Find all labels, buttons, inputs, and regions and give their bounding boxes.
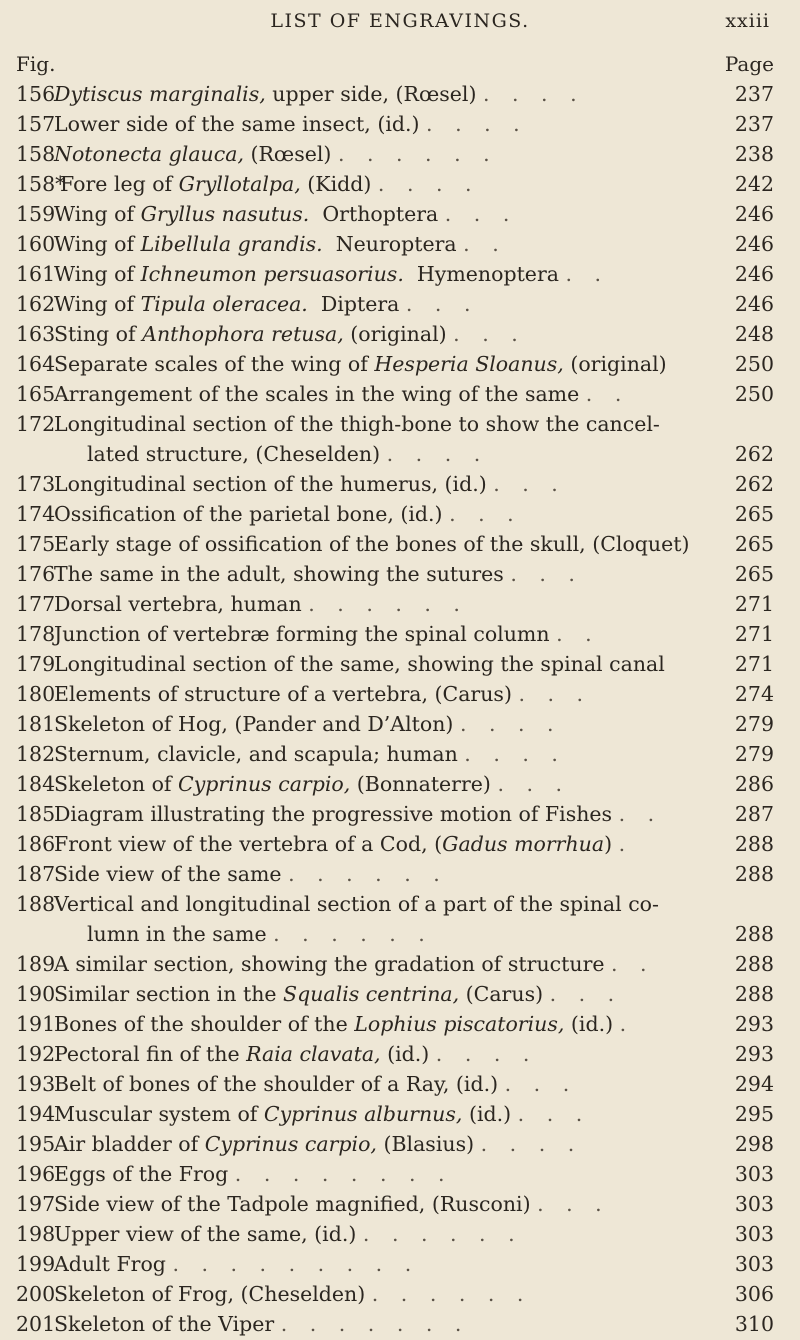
figure-number: 162: [16, 292, 56, 316]
leader-dots: . . . . . .: [288, 862, 448, 886]
figure-number: 192: [16, 1042, 56, 1066]
page-number: 303: [734, 1252, 774, 1276]
figure-number: 185: [16, 802, 56, 826]
leader-dots: . . .: [549, 982, 623, 1006]
engraving-title: Longitudinal section of the humerus, (id.) . . .: [54, 472, 566, 496]
engraving-title: Skeleton of Cyprinus carpio, (Bonnaterre) . . .: [54, 772, 571, 796]
figure-number: 196: [16, 1162, 56, 1186]
page-number: 237: [734, 82, 774, 106]
page-number: 237: [734, 112, 774, 136]
page-number: 279: [734, 712, 774, 736]
figure-number: 188: [16, 892, 56, 916]
page-number: 271: [734, 652, 774, 676]
leader-dots: . . . .: [386, 442, 489, 466]
figure-number: 164: [16, 352, 56, 376]
engraving-title: Early stage of ossification of the bones of the skull, (Cloquet): [54, 532, 690, 556]
list-item: [0, 470, 800, 500]
leader-dots: . . . .: [459, 712, 562, 736]
page-number: 294: [734, 1072, 774, 1096]
engraving-title-continued: lumn in the same . . . . . .: [87, 922, 433, 946]
list-item: [0, 860, 800, 890]
leader-dots: . . . .: [377, 172, 480, 196]
engraving-title: Junction of vertebræ forming the spinal column . .: [54, 622, 600, 646]
list-item: [0, 950, 800, 980]
leader-dots: . . . .: [426, 112, 528, 136]
column-headings: [0, 52, 800, 78]
page-number: 303: [734, 1222, 774, 1246]
figure-number: 189: [16, 952, 56, 976]
page-number: 295: [734, 1102, 774, 1126]
leader-dots: .: [618, 832, 634, 856]
engraving-title: Side view of the same . . . . . .: [54, 862, 448, 886]
engraving-title: Sternum, clavicle, and scapula; human . . . .: [54, 742, 566, 766]
list-item: [0, 1160, 800, 1190]
page-number: 298: [734, 1132, 774, 1156]
list-item: [0, 1130, 800, 1160]
engraving-title: Eggs of the Frog . . . . . . . .: [54, 1162, 453, 1186]
page-number: 293: [734, 1012, 774, 1036]
list-item: [0, 1190, 800, 1220]
list-item: [0, 710, 800, 740]
page-number: 288: [734, 922, 774, 946]
page-number: 286: [734, 772, 774, 796]
figure-number: 201: [16, 1312, 56, 1336]
list-item: [0, 1010, 800, 1040]
figure-number: 181: [16, 712, 56, 736]
engraving-title: Diagram illustrating the progressive motion of Fishes . .: [54, 802, 663, 826]
engraving-title: Pectoral fin of the Raia clavata, (id.) . . . .: [54, 1042, 538, 1066]
engraving-title: Vertical and longitudinal section of a part of the spinal co-: [54, 892, 659, 916]
figure-number: 186: [16, 832, 56, 856]
page-number: 248: [734, 322, 774, 346]
leader-dots: . . .: [518, 682, 592, 706]
figure-number: 156: [16, 82, 56, 106]
list-item: [0, 530, 800, 560]
engraving-title: Front view of the vertebra of a Cod, (Gadus morrhua) .: [54, 832, 634, 856]
leader-dots: . . .: [444, 202, 518, 226]
figure-number: 193: [16, 1072, 56, 1096]
leader-dots: . . .: [405, 292, 479, 316]
engraving-title: Ossification of the parietal bone, (id.) . . .: [54, 502, 522, 526]
list-item: [0, 410, 800, 470]
list-item: [0, 1280, 800, 1310]
leader-dots: . . .: [504, 1072, 578, 1096]
figure-number: 160: [16, 232, 56, 256]
figure-number: 174: [16, 502, 56, 526]
leader-dots: . . .: [537, 1192, 610, 1216]
figure-number: 178: [16, 622, 56, 646]
page-number: 262: [734, 442, 774, 466]
page-number: 262: [734, 472, 774, 496]
engraving-title: Dytiscus marginalis, upper side, (Rœsel) . . . .: [54, 82, 585, 106]
page-number: 288: [734, 862, 774, 886]
leader-dots: . . . . . .: [337, 142, 498, 166]
figure-number: 187: [16, 862, 56, 886]
list-item: [0, 560, 800, 590]
engraving-title-continued: lated structure, (Cheselden) . . . .: [87, 442, 489, 466]
engraving-title: Arrangement of the scales in the wing of the same . .: [54, 382, 630, 406]
list-item: [0, 350, 800, 380]
page-number: 250: [734, 352, 774, 376]
engraving-title: Wing of Gryllus nasutus. Orthoptera . . .: [54, 202, 518, 226]
engraving-title: Wing of Ichneumon persuasorius. Hymenoptera . .: [54, 262, 610, 286]
engraving-title: Bones of the shoulder of the Lophius piscatorius, (id.) .: [54, 1012, 635, 1036]
page-number: 303: [734, 1192, 774, 1216]
leader-dots: . . . . . . .: [280, 1312, 470, 1336]
leader-dots: . . . . . . . .: [234, 1162, 453, 1186]
figure-number: 173: [16, 472, 56, 496]
figure-number: 176: [16, 562, 56, 586]
engraving-title: Elements of structure of a vertebra, (Carus) . . .: [54, 682, 592, 706]
running-title: LIST OF ENGRAVINGS.: [270, 10, 530, 32]
figure-number: 197: [16, 1192, 56, 1216]
list-item: [0, 590, 800, 620]
page-number: 288: [734, 982, 774, 1006]
page-column-heading: Page: [724, 52, 774, 76]
page-number: 246: [734, 232, 774, 256]
page-number: 246: [734, 262, 774, 286]
list-item: [0, 80, 800, 110]
list-item: [0, 800, 800, 830]
leader-dots: . .: [463, 232, 507, 256]
figure-number: 165: [16, 382, 56, 406]
list-item: [0, 1100, 800, 1130]
list-item: [0, 830, 800, 860]
page-number: 288: [734, 832, 774, 856]
page-number: 265: [734, 562, 774, 586]
list-item: [0, 380, 800, 410]
leader-dots: . . .: [493, 472, 566, 496]
page-number: 279: [734, 742, 774, 766]
engraving-title: Side view of the Tadpole magnified, (Rusconi) . . .: [54, 1192, 610, 1216]
fig-column-heading: Fig.: [16, 52, 56, 76]
leader-dots: . .: [556, 622, 600, 646]
page-number: 250: [734, 382, 774, 406]
page-number: 242: [734, 172, 774, 196]
figure-number: 198: [16, 1222, 56, 1246]
page-number: 265: [734, 532, 774, 556]
list-item: [0, 890, 800, 950]
figure-number: 179: [16, 652, 56, 676]
figure-number: 159: [16, 202, 56, 226]
figure-number: 158*: [16, 172, 66, 196]
leader-dots: . .: [611, 952, 655, 976]
running-head: [0, 6, 800, 42]
engravings-list: [0, 80, 800, 1340]
page-folio: xxiii: [725, 10, 770, 32]
leader-dots: . . . .: [435, 1042, 538, 1066]
figure-number: 158: [16, 142, 56, 166]
engraving-title: Adult Frog . . . . . . . . .: [54, 1252, 420, 1276]
engraving-title: Sting of Anthophora retusa, (original) . . .: [54, 322, 526, 346]
leader-dots: . . .: [517, 1102, 591, 1126]
list-item: [0, 140, 800, 170]
leader-dots: .: [619, 1012, 635, 1036]
leader-dots: . . . . . .: [273, 922, 433, 946]
page-number: 306: [734, 1282, 774, 1306]
figure-number: 182: [16, 742, 56, 766]
list-item: [0, 320, 800, 350]
leader-dots: . . .: [510, 562, 583, 586]
engraving-title: Dorsal vertebra, human . . . . . .: [54, 592, 468, 616]
figure-number: 184: [16, 772, 56, 796]
list-item: [0, 680, 800, 710]
figure-number: 163: [16, 322, 56, 346]
engraving-title: Wing of Tipula oleracea. Diptera . . .: [54, 292, 479, 316]
figure-number: 177: [16, 592, 56, 616]
list-item: [0, 230, 800, 260]
leader-dots: . . . . . .: [371, 1282, 532, 1306]
page-number: 293: [734, 1042, 774, 1066]
list-item: [0, 1070, 800, 1100]
leader-dots: . . .: [497, 772, 571, 796]
leader-dots: . . . . . . . . .: [172, 1252, 420, 1276]
list-item: [0, 620, 800, 650]
list-item: [0, 740, 800, 770]
figure-number: 199: [16, 1252, 56, 1276]
engraving-title: Skeleton of Hog, (Pander and D’Alton) . . . .: [54, 712, 562, 736]
list-item: [0, 260, 800, 290]
engraving-title: Skeleton of Frog, (Cheselden) . . . . . .: [54, 1282, 532, 1306]
figure-number: 195: [16, 1132, 56, 1156]
page-number: 238: [734, 142, 774, 166]
list-item: [0, 110, 800, 140]
leader-dots: . . . . . .: [308, 592, 468, 616]
list-item: [0, 650, 800, 680]
list-item: [0, 500, 800, 530]
list-item: [0, 1040, 800, 1070]
figure-number: 180: [16, 682, 56, 706]
list-item: [0, 1310, 800, 1340]
page-number: 271: [734, 622, 774, 646]
engraving-title: Air bladder of Cyprinus carpio, (Blasius) . . . .: [54, 1132, 583, 1156]
leader-dots: . .: [565, 262, 610, 286]
leader-dots: . . .: [453, 322, 526, 346]
engraving-title: Belt of bones of the shoulder of a Ray, (id.) . . .: [54, 1072, 578, 1096]
page-number: 246: [734, 202, 774, 226]
figure-number: 157: [16, 112, 56, 136]
list-item: [0, 200, 800, 230]
list-item: [0, 770, 800, 800]
engraving-title: Separate scales of the wing of Hesperia Sloanus, (original): [54, 352, 667, 376]
leader-dots: . . . .: [480, 1132, 583, 1156]
leader-dots: . . . .: [482, 82, 585, 106]
page-number: 287: [734, 802, 774, 826]
leader-dots: . . . .: [464, 742, 566, 766]
figure-number: 194: [16, 1102, 56, 1126]
engraving-title: Longitudinal section of the thigh-bone to show the cancel-: [54, 412, 660, 436]
page-number: 265: [734, 502, 774, 526]
engraving-title: Upper view of the same, (id.) . . . . . .: [54, 1222, 523, 1246]
list-item: [0, 980, 800, 1010]
figure-number: 200: [16, 1282, 56, 1306]
figure-number: 191: [16, 1012, 56, 1036]
engraving-title: A similar section, showing the gradation of structure . .: [54, 952, 655, 976]
page-number: 303: [734, 1162, 774, 1186]
page-number: 246: [734, 292, 774, 316]
figure-number: 190: [16, 982, 56, 1006]
engraving-title: Wing of Libellula grandis. Neuroptera . .: [54, 232, 507, 256]
leader-dots: . . . . . .: [362, 1222, 523, 1246]
engraving-title: The same in the adult, showing the sutures . . .: [54, 562, 583, 586]
leader-dots: . .: [618, 802, 663, 826]
list-item: [0, 1250, 800, 1280]
list-item: [0, 170, 800, 200]
leader-dots: . . .: [449, 502, 522, 526]
engraving-title: Muscular system of Cyprinus alburnus, (id.) . . .: [54, 1102, 591, 1126]
engraving-title: Lower side of the same insect, (id.) . . . .: [54, 112, 528, 136]
list-item: [0, 1220, 800, 1250]
page-number: 274: [734, 682, 774, 706]
page-number: 310: [734, 1312, 774, 1336]
figure-number: 172: [16, 412, 56, 436]
figure-number: 175: [16, 532, 56, 556]
engraving-title: Fore leg of Gryllotalpa, (Kidd) . . . .: [60, 172, 480, 196]
leader-dots: . .: [585, 382, 630, 406]
engraving-title: Notonecta glauca, (Rœsel) . . . . . .: [54, 142, 498, 166]
page-number: 288: [734, 952, 774, 976]
list-item: [0, 290, 800, 320]
page-number: 271: [734, 592, 774, 616]
engraving-title: Skeleton of the Viper . . . . . . .: [54, 1312, 470, 1336]
engraving-title: Longitudinal section of the same, showing the spinal canal: [54, 652, 665, 676]
figure-number: 161: [16, 262, 56, 286]
engraving-title: Similar section in the Squalis centrina, (Carus) . . .: [54, 982, 623, 1006]
